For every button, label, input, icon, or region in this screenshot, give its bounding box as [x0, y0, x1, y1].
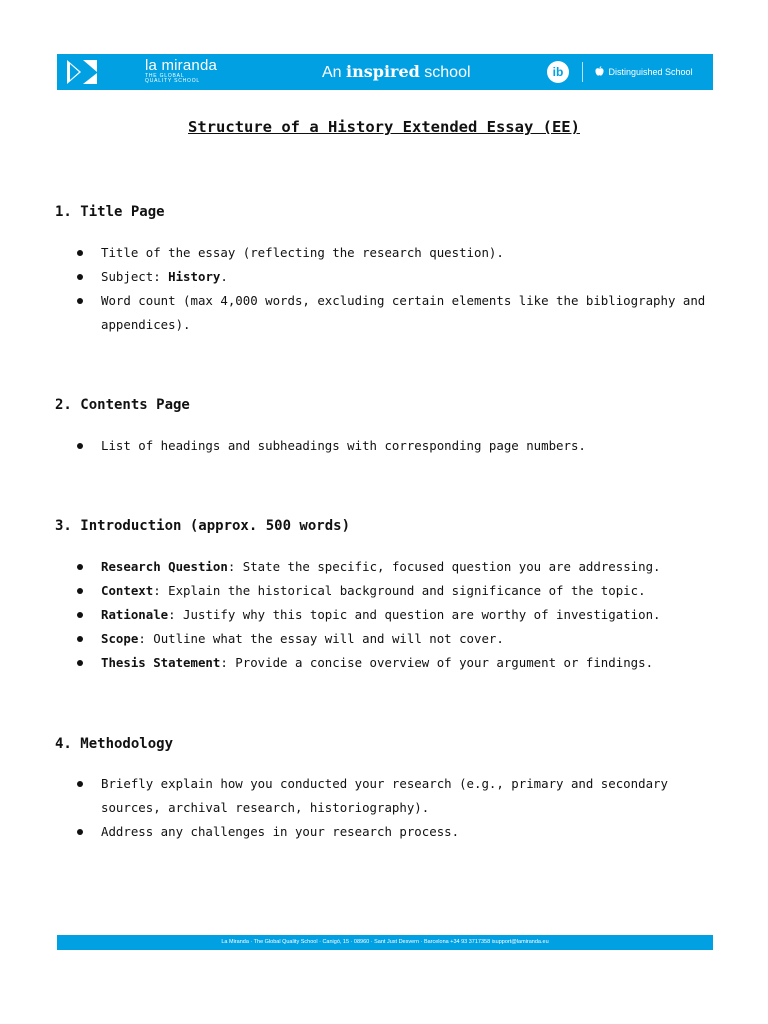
ib-logo: ib [547, 61, 569, 83]
list-item-lead: Thesis Statement [101, 655, 221, 670]
list-item-lead: Context [101, 583, 154, 598]
list-item-prefix: Subject: [101, 269, 169, 284]
bullet-dot [77, 564, 83, 570]
bullet-dot [77, 298, 83, 304]
list-item [55, 555, 715, 579]
bullet-dot [77, 636, 83, 642]
header-divider [582, 62, 583, 82]
list-item [55, 627, 715, 651]
tagline-prefix: An [322, 64, 342, 81]
header-band [57, 54, 713, 90]
distinguished-school-badge [595, 65, 693, 79]
bullet-dot [77, 612, 83, 618]
bullet-list-title-page [55, 241, 715, 337]
list-item [55, 265, 715, 289]
document-title: Structure of a History Extended Essay (EE) [188, 118, 580, 136]
list-item-text: Address any challenges in your research process. [101, 824, 460, 839]
list-item [55, 434, 715, 458]
section-heading-introduction: 3. Introduction (approx. 500 words) [55, 518, 351, 534]
list-item-text: : Provide a concise overview of your argument or findings. [220, 655, 654, 670]
list-item-text: : Explain the historical background and significance of the topic. [153, 583, 646, 598]
list-item [55, 241, 715, 265]
list-item [55, 579, 715, 603]
list-item-bold: History [168, 269, 221, 284]
tagline-suffix: school [424, 64, 471, 81]
bullet-dot [77, 443, 83, 449]
bullet-list-contents-page [55, 434, 715, 458]
brand [145, 58, 217, 84]
section-heading-contents-page: 2. Contents Page [55, 397, 190, 413]
list-item [55, 820, 715, 844]
section-heading-title-page: 1. Title Page [55, 204, 165, 220]
list-item [55, 289, 715, 337]
footer-band [57, 935, 713, 950]
bullet-dot [77, 250, 83, 256]
footer-contact-text: La Miranda · The Global Quality School · Canigó, 15 · 08960 · Sant Just Desvern · Barcelona +34 93 3717358 isupport@lamiranda.eu [221, 939, 549, 945]
tagline [322, 62, 471, 83]
brand-name: la miranda [145, 57, 218, 74]
apple-icon [595, 66, 604, 76]
list-item-text: : Justify why this topic and question are worthy of investigation. [168, 607, 661, 622]
list-item-suffix: . [220, 269, 228, 284]
section-heading-methodology: 4. Methodology [55, 736, 174, 752]
brand-subtitle-2: QUALITY SCHOOL [145, 78, 201, 84]
la-miranda-m-logo-icon [67, 60, 97, 84]
list-item-text: : State the specific, focused question you are addressing. [227, 559, 661, 574]
list-item-text: List of headings and subheadings with corresponding page numbers. [101, 438, 586, 453]
list-item [55, 651, 715, 675]
bullet-dot [77, 781, 83, 787]
brand-subtitle-1: THE GLOBAL [145, 73, 185, 79]
list-item-text: Title of the essay (reflecting the research question). [101, 245, 504, 260]
bullet-dot [77, 660, 83, 666]
list-item [55, 603, 715, 627]
bullet-dot [77, 274, 83, 280]
list-item-lead: Research Question [101, 559, 228, 574]
bullet-dot [77, 829, 83, 835]
list-item-lead: Scope [101, 631, 139, 646]
bullet-list-methodology [55, 772, 715, 844]
tagline-emphasis: inspired [346, 62, 420, 81]
list-item-text: Briefly explain how you conducted your research (e.g., primary and secondary sources, archival research, historiography). [101, 776, 668, 815]
list-item [55, 772, 715, 820]
list-item-text: : Outline what the essay will and will not cover. [138, 631, 504, 646]
bullet-dot [77, 588, 83, 594]
list-item-text: Word count (max 4,000 words, excluding certain elements like the bibliography and appendices). [101, 293, 706, 332]
list-item-lead: Rationale [101, 607, 169, 622]
distinguished-school-label: Distinguished School [608, 67, 693, 77]
bullet-list-introduction [55, 555, 715, 675]
